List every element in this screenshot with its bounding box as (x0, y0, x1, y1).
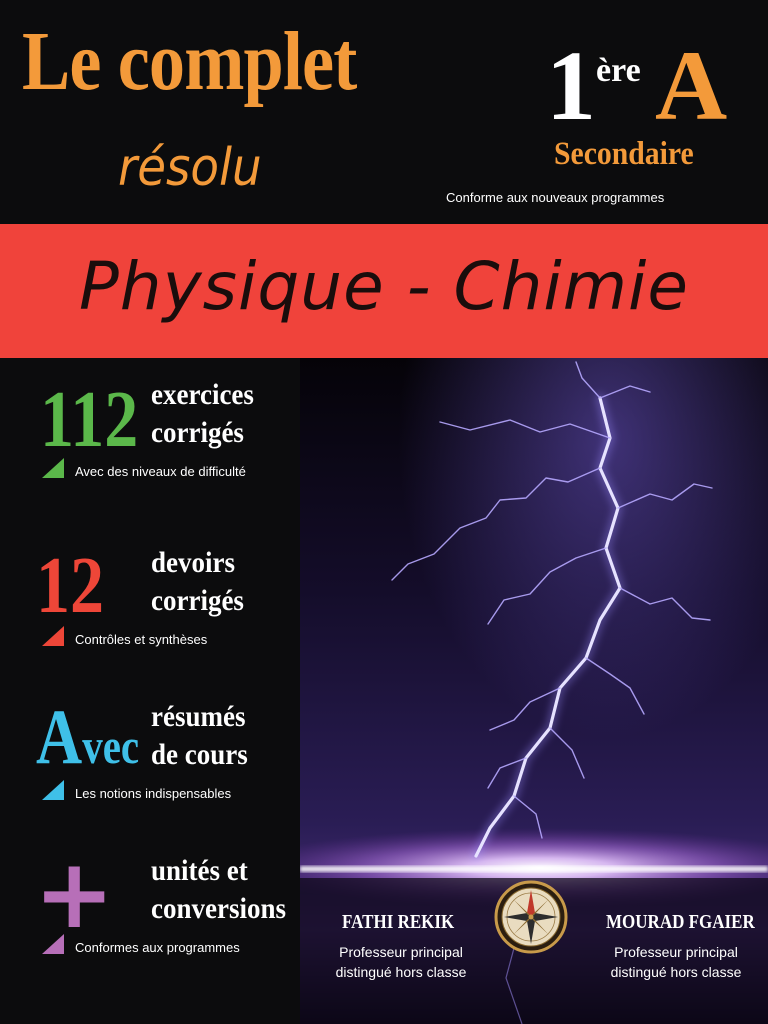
level-letter: A (655, 30, 728, 141)
triangle-marker-icon (42, 780, 64, 800)
feature-units-plus: + (34, 838, 115, 950)
triangle-marker-icon (42, 934, 64, 954)
compass-rose-icon (494, 880, 568, 954)
level-label: Secondaire (554, 136, 694, 172)
feature-units-line1: unités et (151, 854, 248, 887)
author-2-role-line1: Professeur principal (614, 944, 738, 960)
feature-assignments-count: 12 (36, 542, 104, 630)
author-1-role (316, 942, 486, 982)
book-title: Le complet (22, 15, 357, 108)
feature-exercises-count: 112 (40, 376, 139, 464)
feature-summaries-caption: Les notions indispensables (75, 786, 232, 801)
feature-exercises-caption: Avec des niveaux de difficulté (75, 464, 246, 479)
author-2-role-line2: distingué hors classe (610, 964, 742, 980)
conformity-note: Conforme aux nouveaux programmes (446, 190, 665, 205)
subject-band (0, 224, 768, 358)
feature-assignments-line2: corrigés (151, 584, 244, 617)
book-subtitle: résolu (118, 138, 262, 198)
author-2-role (590, 942, 762, 982)
author-1-role-line2: distingué hors classe (335, 964, 467, 980)
feature-assignments-caption: Contrôles et synthèses (75, 632, 208, 647)
feature-exercises-line1: exercices (151, 378, 254, 411)
triangle-marker-icon (42, 626, 64, 646)
feature-summaries-rest: vec (82, 718, 140, 774)
feature-assignments-line1: devoirs (151, 546, 235, 579)
author-1-name: FATHI REKIK (342, 911, 455, 933)
feature-summaries-word (36, 693, 140, 780)
triangle-marker-icon (42, 458, 64, 478)
feature-units-caption: Conformes aux programmes (75, 940, 240, 955)
author-2-name: MOURAD FGAIER (606, 911, 755, 933)
feature-summaries-line2: de cours (151, 738, 248, 771)
feature-units-line2: conversions (151, 892, 286, 925)
level-suffix: ère (596, 52, 641, 89)
feature-summaries-line1: résumés (151, 700, 246, 733)
subject-title: Physique - Chimie (78, 248, 689, 325)
level-number: 1 (546, 30, 596, 141)
feature-exercises-line2: corrigés (151, 416, 244, 449)
author-1-role-line1: Professeur principal (339, 944, 463, 960)
feature-summaries-initial: A (36, 693, 83, 780)
